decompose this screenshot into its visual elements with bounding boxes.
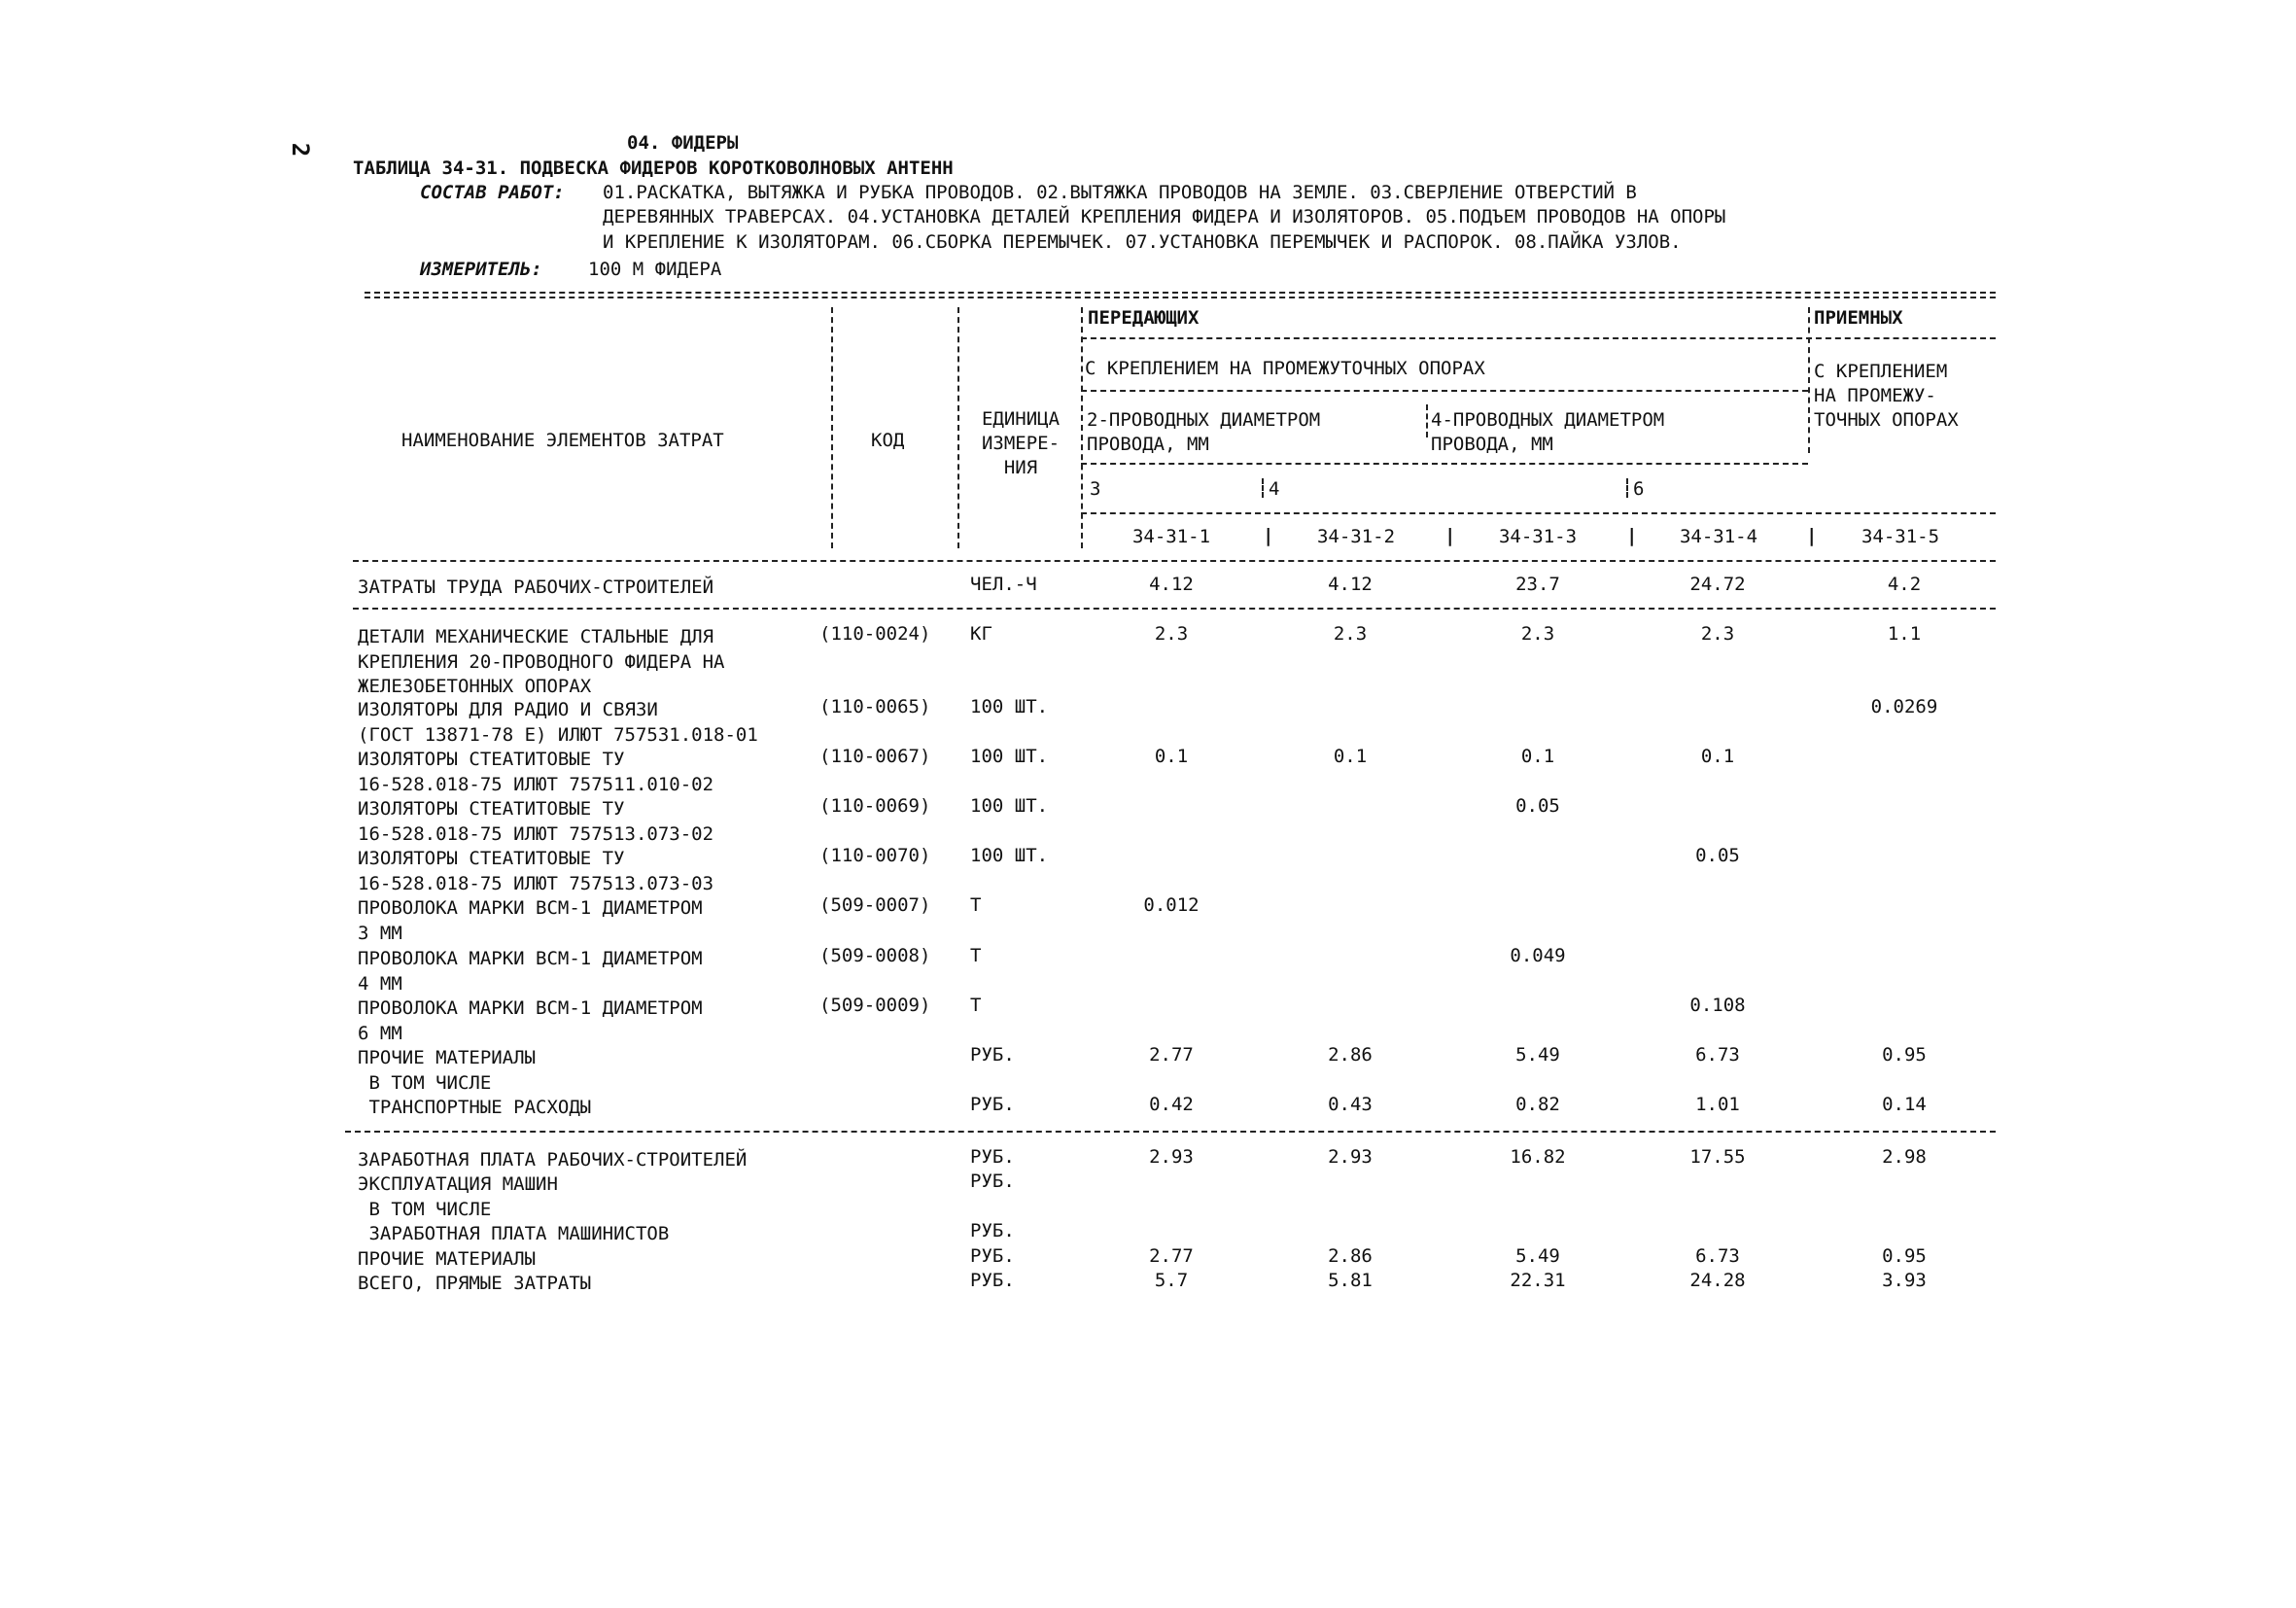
row-value: 4.12	[1149, 574, 1194, 595]
row-value: 5.49	[1515, 1044, 1560, 1066]
row-code: (110-0067)	[819, 746, 931, 767]
row-value: 5.81	[1328, 1270, 1373, 1291]
row-value: 2.98	[1882, 1146, 1927, 1168]
header-rule-4	[1081, 512, 1996, 514]
body-rule-labor	[353, 608, 1996, 610]
row-value: 2.3	[1700, 623, 1735, 645]
row-value: 0.95	[1882, 1044, 1927, 1066]
header-receiving-sub: С КРЕПЛЕНИЕМ НА ПРОМЕЖУ- ТОЧНЫХ ОПОРАХ	[1814, 361, 1959, 431]
row-value: 24.28	[1689, 1270, 1746, 1291]
table-top-rule-2	[365, 297, 1996, 298]
header-transmitting: ПЕРЕДАЮЩИХ	[1088, 307, 1200, 329]
row-code: (110-0070)	[819, 845, 931, 866]
row-code: (509-0007)	[819, 894, 931, 916]
row-value: 0.0269	[1870, 696, 1938, 717]
row-value: 0.43	[1328, 1094, 1373, 1115]
header-separator-four-wire	[1426, 404, 1428, 437]
row-value: 0.82	[1515, 1094, 1560, 1115]
row-code: (110-0069)	[819, 795, 931, 817]
header-separator-receiving	[1808, 307, 1810, 453]
row-unit: 100 ШТ.	[970, 746, 1049, 767]
row-unit: 100 ШТ.	[970, 795, 1049, 817]
row-value: 0.049	[1510, 945, 1566, 966]
row-value: 0.05	[1515, 795, 1560, 817]
row-name: ДЕТАЛИ МЕХАНИЧЕСКИЕ СТАЛЬНЫЕ ДЛЯ КРЕПЛЕНИЯ 20-ПРОВОДНОГО ФИДЕРА НА ЖЕЛЕЗОБЕТОННЫХ ОПОРАХ	[358, 626, 725, 697]
row-name: ВСЕГО, ПРЯМЫЕ ЗАТРАТЫ	[358, 1273, 592, 1294]
row-name: ПРОВОЛОКА МАРКИ ВСМ-1 ДИАМЕТРОМ 4 ММ	[358, 948, 703, 995]
row-name: ПРОВОЛОКА МАРКИ ВСМ-1 ДИАМЕТРОМ 6 ММ	[358, 997, 703, 1044]
header-code-5: 34-31-5	[1861, 526, 1940, 547]
row-value: 0.95	[1882, 1245, 1927, 1267]
row-value: 2.3	[1520, 623, 1555, 645]
row-name: ИЗОЛЯТОРЫ СТЕАТИТОВЫЕ ТУ 16-528.018-75 ИЛЮТ 757511.010-02	[358, 749, 714, 795]
row-value: 1.01	[1695, 1094, 1740, 1115]
header-rule-2	[1081, 390, 1808, 392]
header-rule-3	[1081, 463, 1808, 465]
header-separator-code	[957, 307, 959, 548]
header-code-4: 34-31-4	[1679, 526, 1758, 547]
header-receiving: ПРИЕМНЫХ	[1814, 307, 1903, 329]
body-rule-materials	[345, 1131, 1996, 1133]
header-unit-column: ЕДИНИЦА ИЗМЕРЕ- НИЯ	[981, 408, 1061, 478]
work-composition-line-3: И КРЕПЛЕНИЕ К ИЗОЛЯТОРАМ. 06.СБОРКА ПЕРЕМЫЧЕК. 07.УСТАНОВКА ПЕРЕМЫЧЕК И РАСПОРОК. 08.ПАЙКА УЗЛОВ.	[603, 231, 1682, 253]
row-name: ЗАТРАТЫ ТРУДА РАБОЧИХ-СТРОИТЕЛЕЙ	[358, 577, 714, 598]
row-name: ПРОВОЛОКА МАРКИ ВСМ-1 ДИАМЕТРОМ 3 ММ	[358, 897, 703, 944]
row-name: ЗАРАБОТНАЯ ПЛАТА МАШИНИСТОВ	[358, 1223, 670, 1244]
row-unit: 100 ШТ.	[970, 845, 1049, 866]
page-number: 2	[287, 142, 315, 157]
row-unit: Т	[970, 945, 982, 966]
header-code-separator-4: |	[1806, 525, 1818, 546]
row-unit: РУБ.	[970, 1146, 1015, 1168]
row-value: 5.7	[1154, 1270, 1189, 1291]
row-unit: РУБ.	[970, 1044, 1015, 1066]
row-name: ИЗОЛЯТОРЫ СТЕАТИТОВЫЕ ТУ 16-528.018-75 ИЛЮТ 757513.073-03	[358, 848, 714, 894]
header-code-separator-2: |	[1444, 525, 1456, 546]
row-value: 0.1	[1154, 746, 1189, 767]
row-value: 22.31	[1510, 1270, 1566, 1291]
row-value: 0.1	[1333, 746, 1368, 767]
row-value: 0.012	[1143, 894, 1200, 916]
header-diameter-4: 4	[1269, 478, 1280, 500]
row-value: 3.93	[1882, 1270, 1927, 1291]
row-value: 0.1	[1520, 746, 1555, 767]
row-value: 16.82	[1510, 1146, 1566, 1168]
header-rule-1	[1081, 337, 1996, 339]
row-value: 2.77	[1149, 1245, 1194, 1267]
header-separator-name	[831, 307, 833, 548]
header-code-1: 34-31-1	[1131, 526, 1211, 547]
row-value: 4.2	[1887, 574, 1922, 595]
measure-label: ИЗМЕРИТЕЛЬ:	[420, 259, 542, 280]
row-value: 0.42	[1149, 1094, 1194, 1115]
row-name: ТРАНСПОРТНЫЕ РАСХОДЫ	[358, 1097, 592, 1118]
header-separator-diam-6	[1626, 478, 1628, 498]
row-name: ИЗОЛЯТОРЫ СТЕАТИТОВЫЕ ТУ 16-528.018-75 ИЛЮТ 757513.073-02	[358, 798, 714, 845]
measure-value: 100 М ФИДЕРА	[588, 259, 722, 280]
row-code: (110-0065)	[819, 696, 931, 717]
row-value: 2.86	[1328, 1044, 1373, 1066]
row-unit: Т	[970, 995, 982, 1016]
row-value: 2.3	[1333, 623, 1368, 645]
header-intermediate-supports: С КРЕПЛЕНИЕМ НА ПРОМЕЖУТОЧНЫХ ОПОРАХ	[1085, 358, 1485, 379]
row-name: ЗАРАБОТНАЯ ПЛАТА РАБОЧИХ-СТРОИТЕЛЕЙ	[358, 1149, 748, 1171]
header-code-3: 34-31-3	[1498, 526, 1578, 547]
header-four-wire: 4-ПРОВОДНЫХ ДИАМЕТРОМ ПРОВОДА, ММ	[1431, 409, 1665, 455]
row-name: ПРОЧИЕ МАТЕРИАЛЫ	[358, 1248, 537, 1270]
row-unit: КГ	[970, 623, 992, 645]
row-value: 17.55	[1689, 1146, 1746, 1168]
header-code-column: КОД	[871, 430, 905, 451]
section-title: 04. ФИДЕРЫ	[627, 132, 739, 154]
header-code-2: 34-31-2	[1316, 526, 1396, 547]
row-value: 2.93	[1149, 1146, 1194, 1168]
row-unit: РУБ.	[970, 1094, 1015, 1115]
row-value: 2.3	[1154, 623, 1189, 645]
row-value: 24.72	[1689, 574, 1746, 595]
work-composition-label: СОСТАВ РАБОТ:	[420, 182, 565, 203]
header-two-wire: 2-ПРОВОДНЫХ ДИАМЕТРОМ ПРОВОДА, ММ	[1087, 409, 1321, 455]
row-code: (509-0009)	[819, 995, 931, 1016]
table-top-rule	[365, 292, 1996, 294]
work-composition-line-1: 01.РАСКАТКА, ВЫТЯЖКА И РУБКА ПРОВОДОВ. 02.ВЫТЯЖКА ПРОВОДОВ НА ЗЕМЛЕ. 03.СВЕРЛЕНИЕ ОТВЕРСТИЙ В	[603, 182, 1637, 203]
row-value: 2.86	[1328, 1245, 1373, 1267]
row-unit: РУБ.	[970, 1171, 1015, 1192]
row-unit: РУБ.	[970, 1245, 1015, 1267]
row-value: 23.7	[1515, 574, 1560, 595]
work-composition-line-2: ДЕРЕВЯННЫХ ТРАВЕРСАХ. 04.УСТАНОВКА ДЕТАЛЕЙ КРЕПЛЕНИЯ ФИДЕРА И ИЗОЛЯТОРОВ. 05.ПОДЪЕМ ПРОВОДОВ НА ОПОРЫ	[603, 206, 1726, 227]
header-separator-diam-4	[1262, 478, 1264, 498]
row-value: 2.93	[1328, 1146, 1373, 1168]
table-title: ТАБЛИЦА 34-31. ПОДВЕСКА ФИДЕРОВ КОРОТКОВОЛНОВЫХ АНТЕНН	[353, 157, 954, 179]
row-unit: РУБ.	[970, 1270, 1015, 1291]
row-value: 6.73	[1695, 1044, 1740, 1066]
row-value: 0.05	[1695, 845, 1740, 866]
header-diameter-6: 6	[1633, 478, 1645, 500]
header-code-separator-3: |	[1626, 525, 1638, 546]
header-diameter-3: 3	[1090, 478, 1101, 500]
row-value: 1.1	[1887, 623, 1922, 645]
row-unit: ЧЕЛ.-Ч	[970, 574, 1037, 595]
row-value: 6.73	[1695, 1245, 1740, 1267]
row-value: 5.49	[1515, 1245, 1560, 1267]
row-unit: Т	[970, 894, 982, 916]
row-name: ЭКСПЛУАТАЦИЯ МАШИН В ТОМ ЧИСЛЕ	[358, 1173, 558, 1220]
row-value: 0.108	[1689, 995, 1746, 1016]
row-unit: РУБ.	[970, 1220, 1015, 1241]
row-value: 0.1	[1700, 746, 1735, 767]
row-value: 2.77	[1149, 1044, 1194, 1066]
row-code: (110-0024)	[819, 623, 931, 645]
row-name: ПРОЧИЕ МАТЕРИАЛЫ В ТОМ ЧИСЛЕ	[358, 1047, 537, 1094]
row-value: 0.14	[1882, 1094, 1927, 1115]
row-value: 4.12	[1328, 574, 1373, 595]
header-code-separator-1: |	[1263, 525, 1274, 546]
header-bottom-rule	[353, 560, 1996, 562]
row-unit: 100 ШТ.	[970, 696, 1049, 717]
header-name-column: НАИМЕНОВАНИЕ ЭЛЕМЕНТОВ ЗАТРАТ	[401, 430, 724, 451]
row-name: ИЗОЛЯТОРЫ ДЛЯ РАДИО И СВЯЗИ (ГОСТ 13871-78 Е) ИЛЮТ 757531.018-01	[358, 699, 758, 746]
row-code: (509-0008)	[819, 945, 931, 966]
